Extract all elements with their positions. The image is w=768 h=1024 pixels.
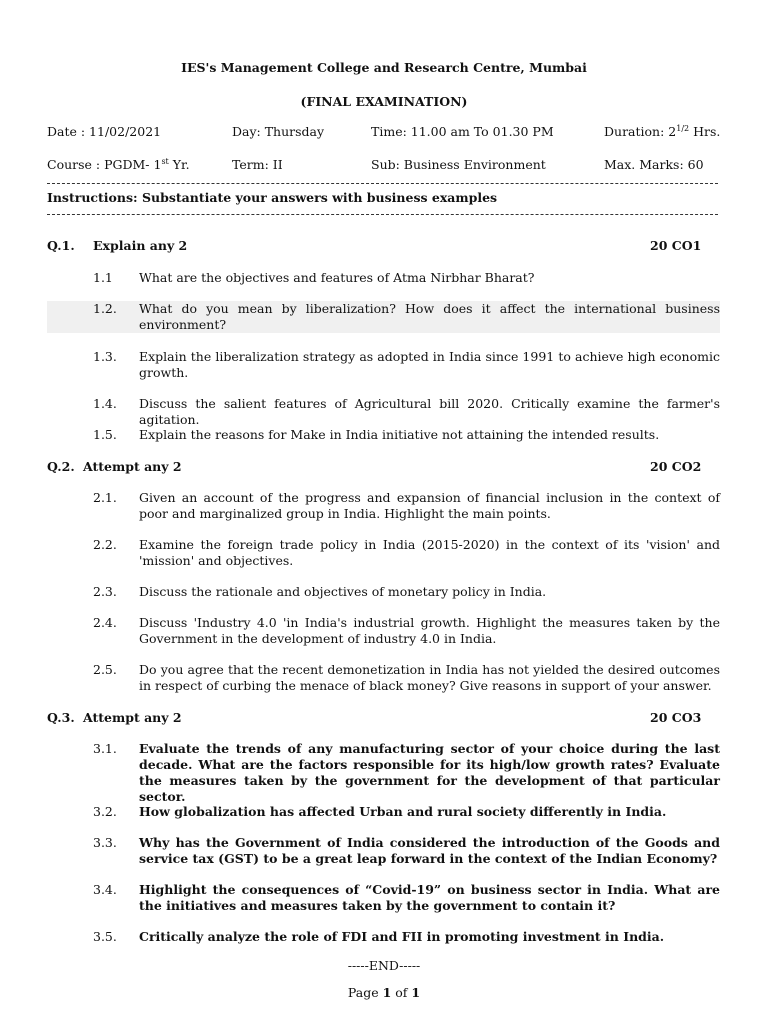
- sub-question: [47, 301, 720, 333]
- exam-time: Time: 11.00 am To 01.30 PM: [371, 124, 554, 139]
- sub-question: [93, 835, 720, 867]
- exam-title: (FINAL EXAMINATION): [300, 94, 468, 109]
- question-marks: 20 CO3: [650, 710, 702, 725]
- divider: [47, 214, 718, 215]
- sub-question-text: Evaluate the trends of any manufacturing sector of your choice during the last decade. What are the factors responsible for its high/low growth rates? Evaluate the measures taken by the government for the development of that particular sector.: [139, 741, 720, 804]
- sub-question-text: Explain the liberalization strategy as adopted in India since 1991 to achieve high economic growth.: [139, 349, 720, 380]
- sub-question: [93, 270, 720, 286]
- question-marks: 20 CO1: [650, 238, 702, 253]
- sub-question-text: What do you mean by liberalization? How does it affect the international business environment?: [139, 301, 720, 332]
- sub-question-text: Examine the foreign trade policy in India (2015-2020) in the context of its 'vision' and 'mission' and objectives.: [139, 537, 720, 568]
- sub-question: [93, 929, 720, 945]
- sub-question-text: Given an account of the progress and expansion of financial inclusion in the context of poor and marginalized group in India. Highlight the main points.: [139, 490, 720, 521]
- sub-question-text: Discuss the salient features of Agricultural bill 2020. Critically examine the farmer's agitation.: [139, 396, 720, 427]
- sub-question-number: 1.4.: [93, 396, 117, 411]
- sub-question-number: 2.2.: [93, 537, 117, 552]
- term-info: Term: II: [232, 157, 283, 172]
- question-number: Q.2.: [47, 459, 75, 474]
- sub-question-text: How globalization has affected Urban and rural society differently in India.: [139, 804, 667, 819]
- sub-question-number: 2.5.: [93, 662, 117, 677]
- question-instruction: Attempt any 2: [83, 710, 182, 725]
- sub-question-text: Highlight the consequences of “Covid-19” on business sector in India. What are the initiatives and measures taken by the government to contain it?: [139, 882, 720, 913]
- sub-question-number: 3.4.: [93, 882, 117, 897]
- sub-question-number: 3.3.: [93, 835, 117, 850]
- sub-question-number: 3.2.: [93, 804, 117, 819]
- sub-question-text: Critically analyze the role of FDI and FII in promoting investment in India.: [139, 929, 665, 944]
- sub-question: [93, 615, 720, 647]
- sub-question-text: What are the objectives and features of Atma Nirbhar Bharat?: [139, 270, 535, 285]
- sub-question: [93, 741, 720, 805]
- institution-name: IES's Management College and Research Centre, Mumbai: [181, 60, 587, 75]
- sub-question: [93, 427, 720, 443]
- sub-question-text: Do you agree that the recent demonetization in India has not yielded the desired outcomes in respect of curbing the menace of black money? Give reasons in support of your answer.: [139, 662, 720, 693]
- sub-question-text: Explain the reasons for Make in India initiative not attaining the intended results.: [139, 427, 660, 442]
- end-marker: -----END-----: [347, 958, 421, 973]
- sub-question-number: 1.3.: [93, 349, 117, 364]
- sub-question-number: 3.5.: [93, 929, 117, 944]
- course-info: Course : PGDM- 1st Yr.: [47, 157, 190, 173]
- question-marks: 20 CO2: [650, 459, 702, 474]
- exam-day: Day: Thursday: [232, 124, 325, 139]
- sub-question-text: Discuss 'Industry 4.0 'in India's industrial growth. Highlight the measures taken by the Government in the development of industry 4.0 in India.: [139, 615, 720, 646]
- sub-question: [93, 349, 720, 381]
- sub-question: [93, 882, 720, 914]
- sub-question-number: 3.1.: [93, 741, 117, 756]
- sub-question-text: Discuss the rationale and objectives of monetary policy in India.: [139, 584, 547, 599]
- sub-question: [93, 490, 720, 522]
- max-marks: Max. Marks: 60: [604, 157, 704, 172]
- sub-question: [93, 804, 720, 820]
- sub-question: [93, 662, 720, 694]
- page-number: Page 1 of 1: [347, 985, 421, 1000]
- question-instruction: Attempt any 2: [83, 459, 182, 474]
- sub-question: [93, 396, 720, 428]
- sub-question-text: Why has the Government of India considered the introduction of the Goods and service tax (GST) to be a great leap forward in the context of the Indian Economy?: [139, 835, 720, 866]
- question-header-q2: [47, 459, 718, 474]
- question-instruction: Explain any 2: [93, 238, 188, 253]
- exam-date: Date : 11/02/2021: [47, 124, 162, 139]
- question-header-q3: [47, 710, 718, 725]
- question-header-q1: [47, 238, 718, 253]
- divider: [47, 183, 718, 184]
- sub-question-number: 1.1: [93, 270, 113, 285]
- question-number: Q.3.: [47, 710, 75, 725]
- sub-question-number: 2.4.: [93, 615, 117, 630]
- sub-question-number: 2.3.: [93, 584, 117, 599]
- question-number: Q.1.: [47, 238, 75, 253]
- subject-info: Sub: Business Environment: [371, 157, 546, 172]
- sub-question: [93, 537, 720, 569]
- sub-question-number: 2.1.: [93, 490, 117, 505]
- instructions: Instructions: Substantiate your answers with business examples: [47, 190, 498, 205]
- sub-question-number: 1.5.: [93, 427, 117, 442]
- sub-question-number: 1.2.: [93, 301, 117, 316]
- exam-duration: Duration: $2^{1/2}$ Hrs.: [604, 124, 721, 140]
- sub-question: [93, 584, 720, 600]
